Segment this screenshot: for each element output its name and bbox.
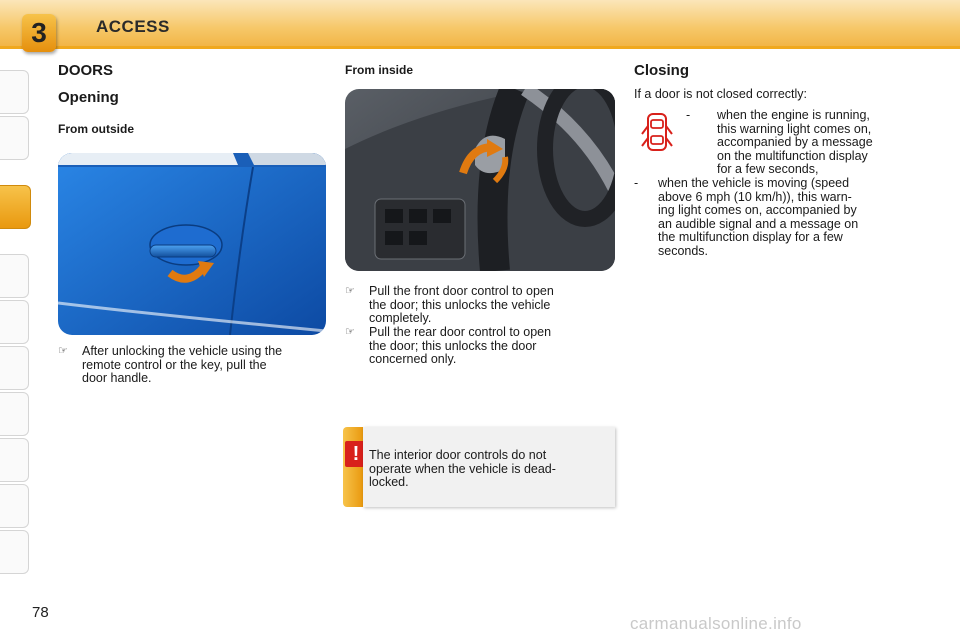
chapter-tab[interactable] <box>0 346 29 390</box>
section-title: ACCESS <box>96 17 170 36</box>
dash-marker: - <box>686 108 691 122</box>
chapter-badge: 3 <box>22 14 56 52</box>
rear-door-bullet-text: Pull the rear door control to open the door; this unlocks the door concerned only. <box>369 325 552 367</box>
engine-running-text: when the engine is running, this warning light comes on, accompanied by a message on the multifunction display for a few seconds, <box>717 108 873 177</box>
chapter-tab[interactable] <box>0 254 29 298</box>
dash-marker: - <box>634 176 639 190</box>
door-handle-outside-photo <box>58 153 326 335</box>
warning-text: The interior door controls do not operate when the vehicle is dead- locked. <box>369 448 556 490</box>
front-door-bullet-text: Pull the front door control to open the door; this unlocks the vehicle completely. <box>369 284 554 326</box>
front-door-bullet <box>345 285 615 329</box>
hand-pointer-icon: ☞ <box>58 345 68 357</box>
header-divider <box>0 46 960 49</box>
doors-title: DOORS <box>58 62 114 79</box>
hand-pointer-icon: ☞ <box>345 326 355 338</box>
vehicle-moving-item <box>634 177 904 261</box>
from-outside-heading: From outside <box>58 122 135 136</box>
outside-bullet-text: After unlocking the vehicle using the remote control or the key, pull the door handle. <box>82 344 283 386</box>
vehicle-moving-text: when the vehicle is moving (speed above 6 mph (10 km/h)), this warn- ing light comes on, accompanied by an audible signal and a message on the multifunction display for a few seconds. <box>658 176 859 258</box>
chapter-tab[interactable] <box>0 530 29 574</box>
engine-running-item <box>686 109 904 179</box>
deadlock-warning-box <box>343 427 615 507</box>
closing-title: Closing <box>634 62 689 79</box>
chapter-tab-rail <box>0 70 32 570</box>
chapter-tab[interactable] <box>0 438 29 482</box>
chapter-tab-active[interactable] <box>0 185 31 229</box>
door-control-inside-photo <box>345 89 615 271</box>
chapter-tab[interactable] <box>0 484 29 528</box>
chapter-tab[interactable] <box>0 300 29 344</box>
exclamation-icon: ! <box>345 441 367 467</box>
outside-bullet <box>58 345 326 389</box>
page-number: 78 <box>32 604 49 621</box>
closing-intro: If a door is not closed correctly: <box>634 87 807 101</box>
chapter-tab[interactable] <box>0 392 29 436</box>
door-open-warning-icon <box>640 112 674 152</box>
chapter-tab[interactable] <box>0 116 29 160</box>
warning-panel <box>363 427 615 507</box>
rear-door-bullet <box>345 326 615 370</box>
warning-bar <box>343 427 363 507</box>
chapter-tab[interactable] <box>0 70 29 114</box>
from-inside-heading: From inside <box>345 63 414 77</box>
hand-pointer-icon: ☞ <box>345 285 355 297</box>
watermark: carmanualsonline.info <box>630 614 802 633</box>
opening-subtitle: Opening <box>58 89 119 106</box>
